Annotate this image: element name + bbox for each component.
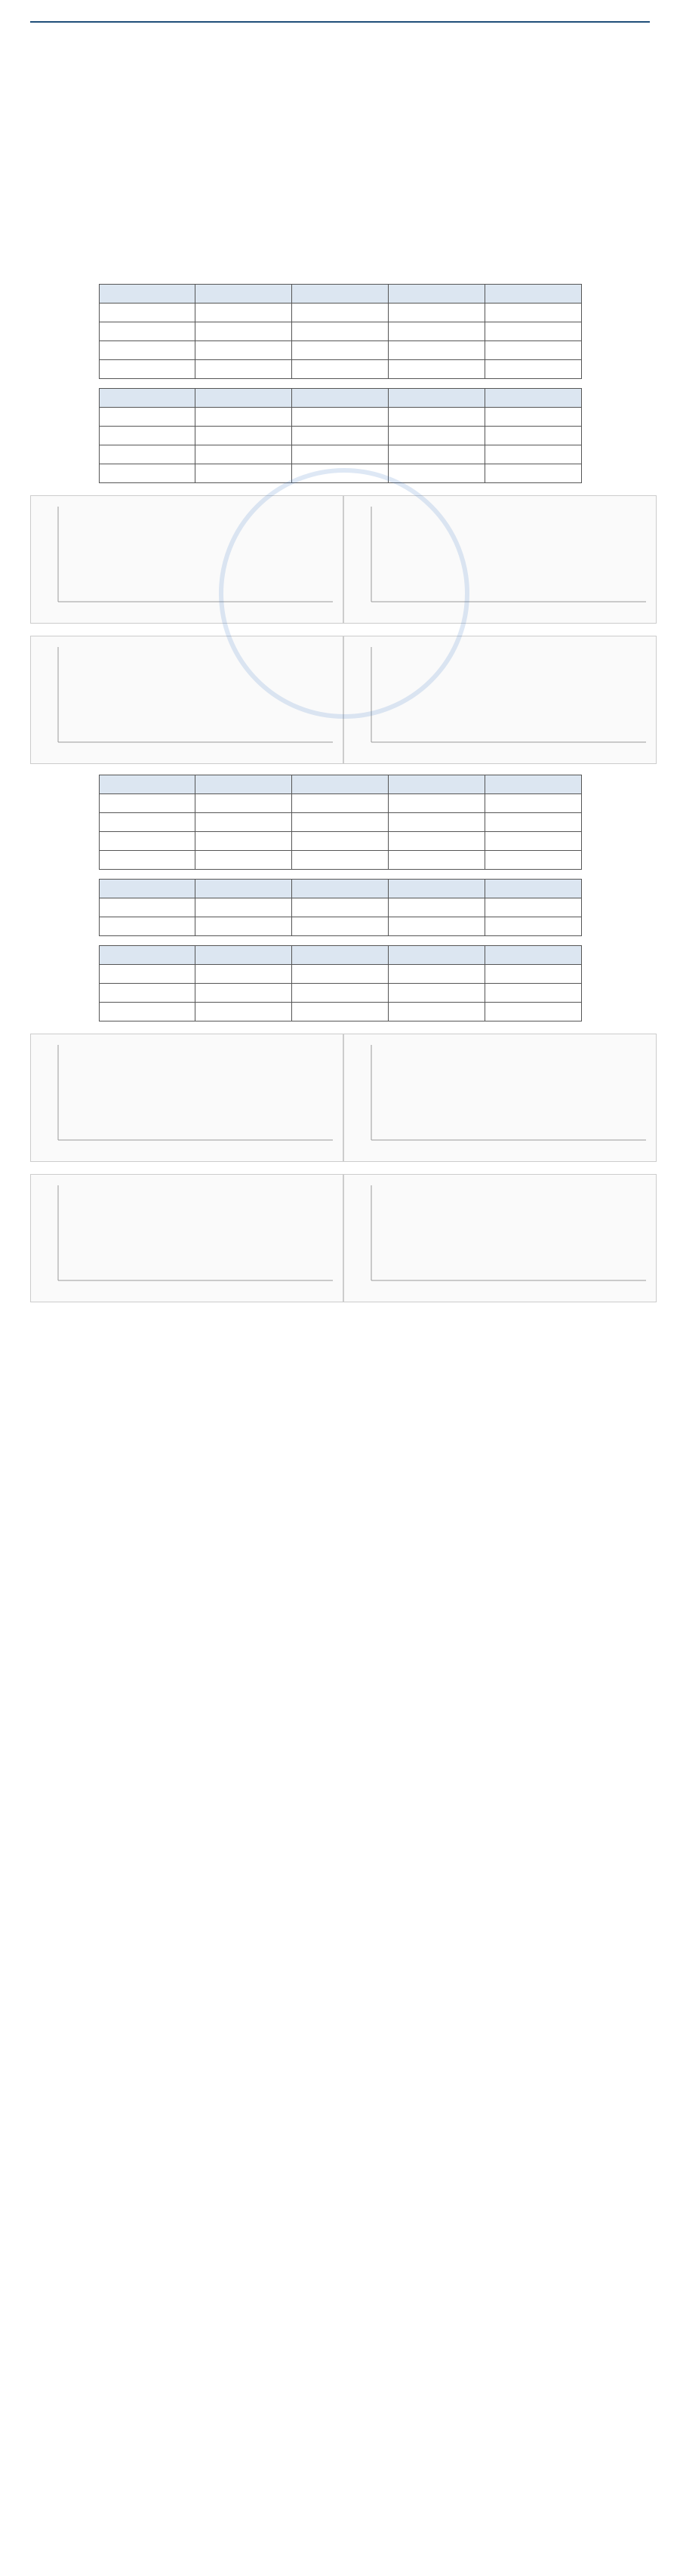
table-header-cell — [292, 389, 389, 408]
table-header-cell — [292, 946, 389, 965]
table-cell — [99, 445, 195, 464]
table-cell — [292, 360, 389, 379]
table-cell — [388, 1003, 485, 1021]
table-cell — [195, 360, 292, 379]
table-header-cell — [99, 389, 195, 408]
table-cell — [292, 408, 389, 427]
table-cell — [99, 965, 195, 984]
market-info-item — [30, 160, 650, 183]
market-info-item — [30, 190, 650, 213]
table-cell — [292, 794, 389, 813]
table-header-cell — [292, 775, 389, 794]
table-cell — [195, 851, 292, 870]
chart-panel — [343, 1031, 657, 1165]
table-cell — [195, 965, 292, 984]
table-header-cell — [485, 389, 581, 408]
table-cell — [388, 898, 485, 917]
table-cell — [195, 917, 292, 936]
chart-panel — [30, 633, 343, 767]
table-cell — [485, 965, 581, 984]
data-table — [99, 388, 582, 483]
document-title — [30, 14, 650, 23]
overseas-charts — [30, 1031, 650, 1305]
data-table — [99, 945, 582, 1021]
chart-plot-area — [343, 1034, 657, 1162]
chart-plot-area — [30, 1174, 343, 1302]
table-cell — [388, 917, 485, 936]
table-header-cell — [195, 880, 292, 898]
market-info-item — [30, 251, 650, 273]
table-cell — [292, 965, 389, 984]
table-cell — [485, 898, 581, 917]
table-cell — [195, 427, 292, 445]
table-row — [99, 917, 581, 936]
table-cell — [388, 832, 485, 851]
table-cell — [485, 427, 581, 445]
table-row — [99, 304, 581, 322]
chart-svg — [344, 636, 656, 763]
table-row — [99, 1003, 581, 1021]
table-cell — [485, 832, 581, 851]
table-row — [99, 965, 581, 984]
chart-svg — [344, 1175, 656, 1302]
table-cell — [485, 917, 581, 936]
table-cell — [292, 464, 389, 483]
data-table — [99, 775, 582, 870]
table-cell — [292, 341, 389, 360]
chart-svg — [31, 1034, 343, 1161]
table-cell — [99, 813, 195, 832]
market-info-item — [30, 100, 650, 122]
table-cell — [485, 851, 581, 870]
table-cell — [485, 445, 581, 464]
table-cell — [485, 794, 581, 813]
table-header-cell — [388, 775, 485, 794]
data-table — [99, 879, 582, 936]
table-cell — [292, 898, 389, 917]
table-cell — [195, 898, 292, 917]
chart-svg — [31, 496, 343, 623]
chart-panel — [343, 633, 657, 767]
table-header-cell — [485, 285, 581, 304]
table-cell — [485, 341, 581, 360]
table-cell — [388, 341, 485, 360]
table-row — [99, 427, 581, 445]
table-header-cell — [99, 880, 195, 898]
intro-paragraph — [30, 66, 650, 89]
chart-plot-area — [30, 636, 343, 764]
table-cell — [388, 794, 485, 813]
table-cell — [388, 408, 485, 427]
table-header-cell — [388, 946, 485, 965]
report-page — [15, 0, 665, 1417]
table-row — [99, 898, 581, 917]
table-cell — [292, 445, 389, 464]
table-cell — [292, 1003, 389, 1021]
chart-plot-area — [30, 495, 343, 624]
table-cell — [485, 1003, 581, 1021]
table-cell — [195, 464, 292, 483]
overseas-tables — [30, 775, 650, 1021]
table-cell — [195, 984, 292, 1003]
chart-plot-area — [343, 1174, 657, 1302]
table-cell — [485, 813, 581, 832]
table-cell — [292, 813, 389, 832]
table-cell — [99, 360, 195, 379]
table-cell — [292, 427, 389, 445]
table-header-cell — [292, 880, 389, 898]
table-row — [99, 984, 581, 1003]
table-cell — [195, 322, 292, 341]
table-header-cell — [485, 775, 581, 794]
table-cell — [292, 832, 389, 851]
table-header-cell — [99, 775, 195, 794]
table-cell — [99, 1003, 195, 1021]
table-cell — [195, 304, 292, 322]
table-header-cell — [99, 285, 195, 304]
table-row — [99, 322, 581, 341]
table-cell — [485, 322, 581, 341]
table-header-cell — [388, 880, 485, 898]
table-cell — [195, 445, 292, 464]
chart-svg — [31, 636, 343, 763]
chart-plot-area — [30, 1034, 343, 1162]
table-cell — [99, 917, 195, 936]
table-cell — [388, 427, 485, 445]
table-cell — [195, 1003, 292, 1021]
table-cell — [388, 304, 485, 322]
table-cell — [99, 341, 195, 360]
table-cell — [292, 851, 389, 870]
table-cell — [99, 464, 195, 483]
table-cell — [99, 832, 195, 851]
table-cell — [99, 322, 195, 341]
table-row — [99, 360, 581, 379]
table-row — [99, 794, 581, 813]
table-row — [99, 445, 581, 464]
disclaimer-text — [30, 1351, 650, 1417]
table-cell — [99, 898, 195, 917]
chart-panel — [30, 1031, 343, 1165]
table-header-cell — [195, 285, 292, 304]
table-cell — [195, 813, 292, 832]
table-cell — [485, 464, 581, 483]
table-header-cell — [195, 389, 292, 408]
table-cell — [292, 984, 389, 1003]
chart-panel — [343, 1171, 657, 1305]
table-cell — [99, 984, 195, 1003]
table-header-cell — [195, 946, 292, 965]
table-cell — [292, 322, 389, 341]
table-row — [99, 341, 581, 360]
chart-panel — [343, 492, 657, 627]
table-header-cell — [388, 285, 485, 304]
table-cell — [388, 322, 485, 341]
data-table — [99, 284, 582, 379]
table-row — [99, 813, 581, 832]
table-cell — [195, 832, 292, 851]
table-cell — [388, 813, 485, 832]
table-cell — [292, 917, 389, 936]
table-cell — [292, 304, 389, 322]
table-cell — [195, 341, 292, 360]
market-info-item — [30, 220, 650, 243]
domestic-charts — [30, 492, 650, 767]
chart-svg — [31, 1175, 343, 1302]
chart-row — [30, 492, 650, 627]
table-row — [99, 832, 581, 851]
market-info-item — [30, 130, 650, 153]
table-cell — [388, 984, 485, 1003]
table-cell — [388, 445, 485, 464]
domestic-tables — [30, 284, 650, 483]
table-cell — [388, 965, 485, 984]
chart-row — [30, 633, 650, 767]
chart-panel — [30, 492, 343, 627]
table-cell — [99, 794, 195, 813]
table-cell — [388, 464, 485, 483]
table-cell — [388, 851, 485, 870]
chart-row — [30, 1171, 650, 1305]
chart-svg — [344, 496, 656, 623]
intro-paragraph — [30, 36, 650, 59]
table-header-cell — [485, 880, 581, 898]
table-cell — [99, 304, 195, 322]
chart-svg — [344, 1034, 656, 1161]
table-header-cell — [485, 946, 581, 965]
summary-paragraph — [30, 1316, 650, 1339]
table-header-cell — [195, 775, 292, 794]
chart-plot-area — [343, 636, 657, 764]
table-row — [99, 851, 581, 870]
table-cell — [99, 427, 195, 445]
table-row — [99, 464, 581, 483]
table-cell — [195, 408, 292, 427]
table-header-cell — [388, 389, 485, 408]
table-cell — [485, 360, 581, 379]
table-cell — [99, 851, 195, 870]
table-cell — [485, 408, 581, 427]
table-cell — [388, 360, 485, 379]
table-cell — [99, 408, 195, 427]
chart-row — [30, 1031, 650, 1165]
table-cell — [485, 984, 581, 1003]
table-row — [99, 408, 581, 427]
table-header-cell — [292, 285, 389, 304]
table-cell — [195, 794, 292, 813]
chart-panel — [30, 1171, 343, 1305]
table-header-cell — [99, 946, 195, 965]
table-cell — [485, 304, 581, 322]
chart-plot-area — [343, 495, 657, 624]
